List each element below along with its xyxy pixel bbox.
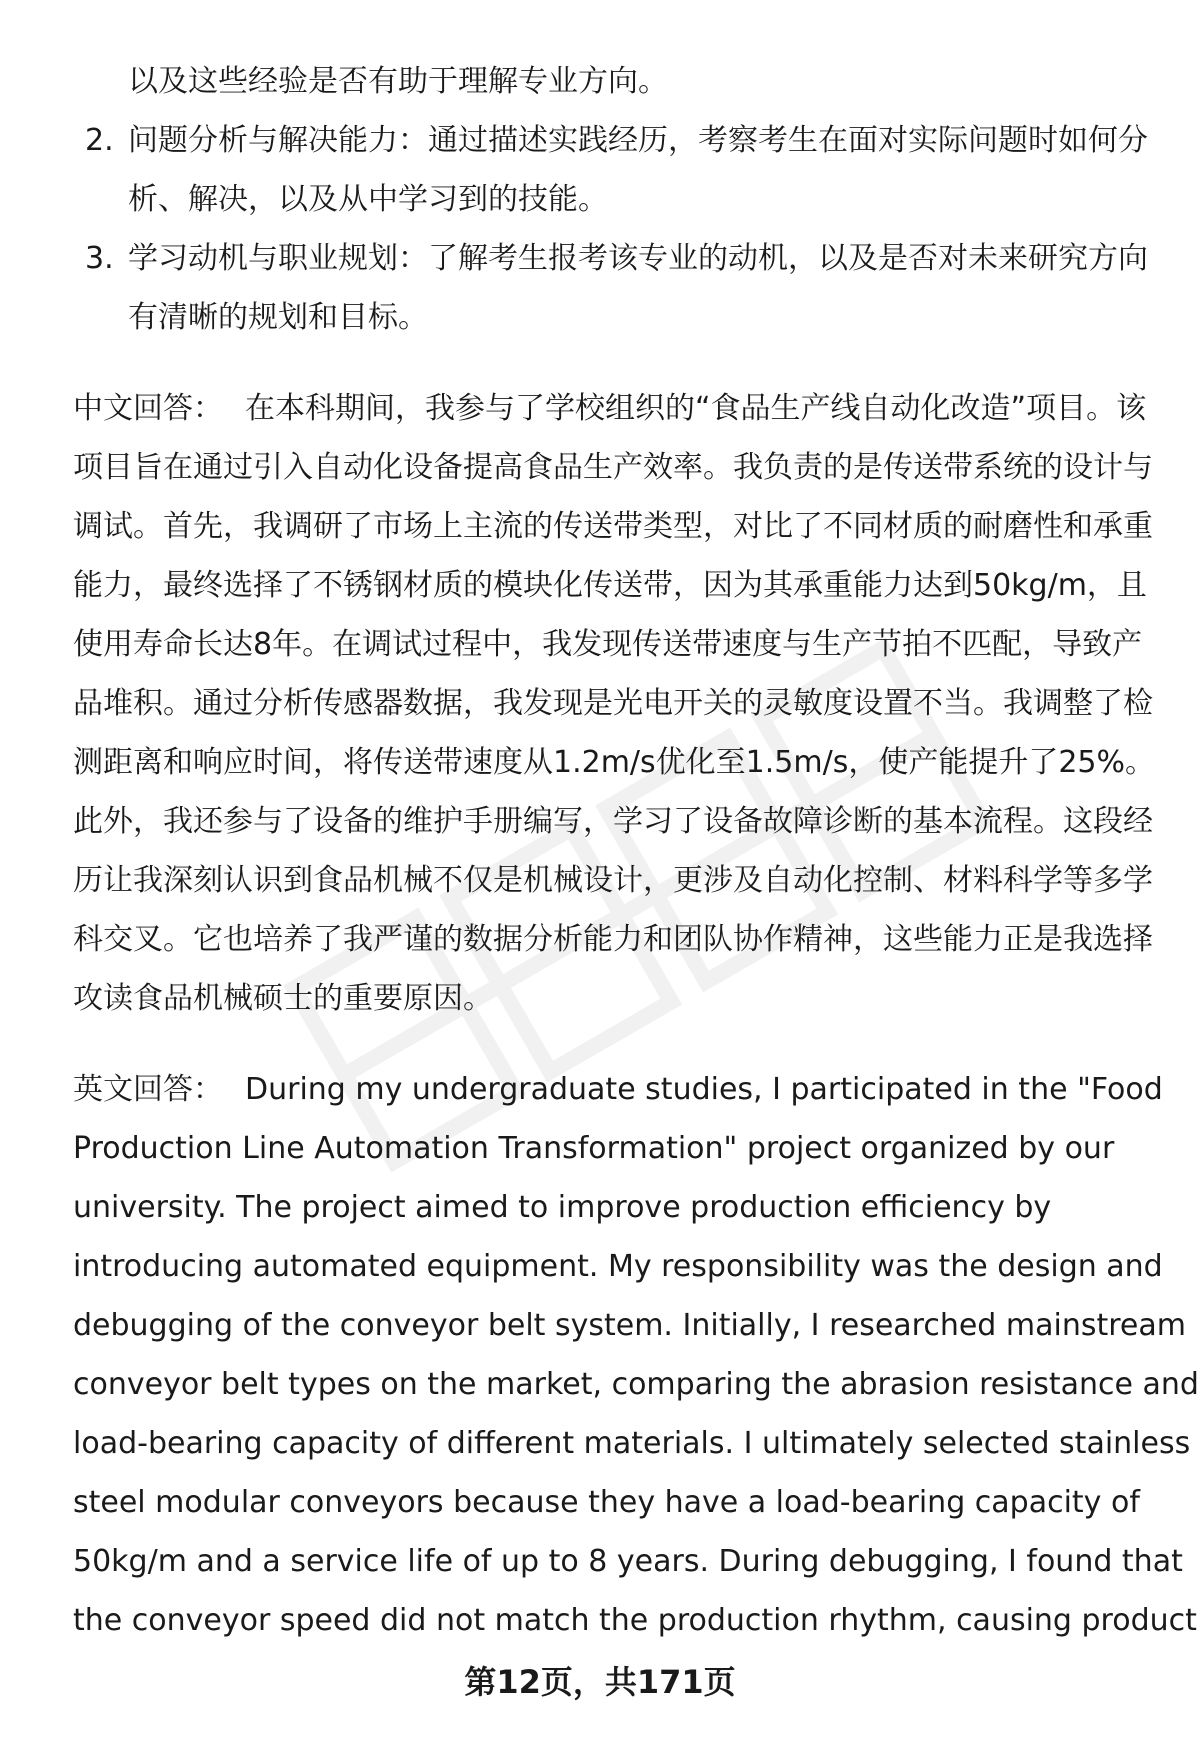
paragraph-line: Production Line Automation Transformation" project organized by our bbox=[73, 1131, 1115, 1166]
list-item bbox=[73, 111, 1153, 229]
paragraph-line: conveyor belt types on the market, comparing the abrasion resistance and bbox=[73, 1367, 1199, 1402]
paragraph-line: introducing automated equipment. My responsibility was the design and bbox=[73, 1249, 1163, 1284]
paragraph-line: 在本科期间，我参与了学校组织的“食品生产线自动化改造”项目。该 bbox=[245, 391, 1147, 426]
list-item-text: 学习动机与职业规划：了解考生报考该专业的动机，以及是否对未来研究方向 bbox=[128, 241, 1148, 276]
paragraph-line: 测距离和响应时间，将传送带速度从1.2m/s优化至1.5m/s，使产能提升了25%。 bbox=[73, 745, 1156, 780]
paragraph-line: debugging of the conveyor belt system. Initially, I researched mainstream bbox=[73, 1308, 1186, 1343]
paragraph-line: 使用寿命长达8年。在调试过程中，我发现传送带速度与生产节拍不匹配，导致产 bbox=[73, 627, 1143, 662]
chinese-answer bbox=[73, 379, 1156, 1028]
paragraph-line: During my undergraduate studies, I participated in the "Food bbox=[245, 1072, 1163, 1107]
list-item-number: 2. bbox=[85, 123, 114, 158]
paragraph-line: 品堆积。通过分析传感器数据，我发现是光电开关的灵敏度设置不当。我调整了检 bbox=[73, 686, 1153, 721]
paragraph-line: 攻读食品机械硕士的重要原因。 bbox=[73, 981, 493, 1016]
paragraph-line: 科交叉。它也培养了我严谨的数据分析能力和团队协作精神，这些能力正是我选择 bbox=[73, 922, 1153, 957]
paragraph-line: steel modular conveyors because they have a load-bearing capacity of bbox=[73, 1485, 1140, 1520]
page-number: 第12页，共171页 bbox=[464, 1663, 736, 1701]
list-item-number: 3. bbox=[85, 241, 114, 276]
list-item bbox=[73, 229, 1153, 347]
chinese-answer-label: 中文回答： bbox=[73, 391, 223, 426]
english-answer-label: 英文回答： bbox=[73, 1072, 223, 1107]
paragraph-line: the conveyor speed did not match the production rhythm, causing product bbox=[73, 1603, 1197, 1638]
list-item-text: 问题分析与解决能力：通过描述实践经历，考察考生在面对实际问题时如何分 bbox=[128, 123, 1148, 158]
paragraph-line: 调试。首先，我调研了市场上主流的传送带类型，对比了不同材质的耐磨性和承重 bbox=[73, 509, 1153, 544]
paragraph-line: 此外，我还参与了设备的维护手册编写，学习了设备故障诊断的基本流程。这段经 bbox=[73, 804, 1153, 839]
criteria-list bbox=[73, 111, 1153, 347]
paragraph-line: 历让我深刻认识到食品机械不仅是机械设计，更涉及自动化控制、材料科学等多学 bbox=[73, 863, 1153, 898]
continuation-line: 以及这些经验是否有助于理解专业方向。 bbox=[128, 64, 668, 99]
paragraph-line: university. The project aimed to improve production efficiency by bbox=[73, 1190, 1052, 1225]
paragraph-line: load-bearing capacity of different materials. I ultimately selected stainless bbox=[73, 1426, 1191, 1461]
paragraph-line: 项目旨在通过引入自动化设备提高食品生产效率。我负责的是传送带系统的设计与 bbox=[73, 450, 1153, 485]
page-content bbox=[73, 52, 1199, 1650]
list-item-text: 析、解决，以及从中学习到的技能。 bbox=[128, 182, 608, 217]
paragraph-line: 能力，最终选择了不锈钢材质的模块化传送带，因为其承重能力达到50kg/m，且 bbox=[73, 568, 1147, 603]
english-answer bbox=[73, 1060, 1199, 1650]
paragraph-line: 50kg/m and a service life of up to 8 years. During debugging, I found that bbox=[73, 1544, 1183, 1579]
list-item-text: 有清晰的规划和目标。 bbox=[128, 300, 428, 335]
